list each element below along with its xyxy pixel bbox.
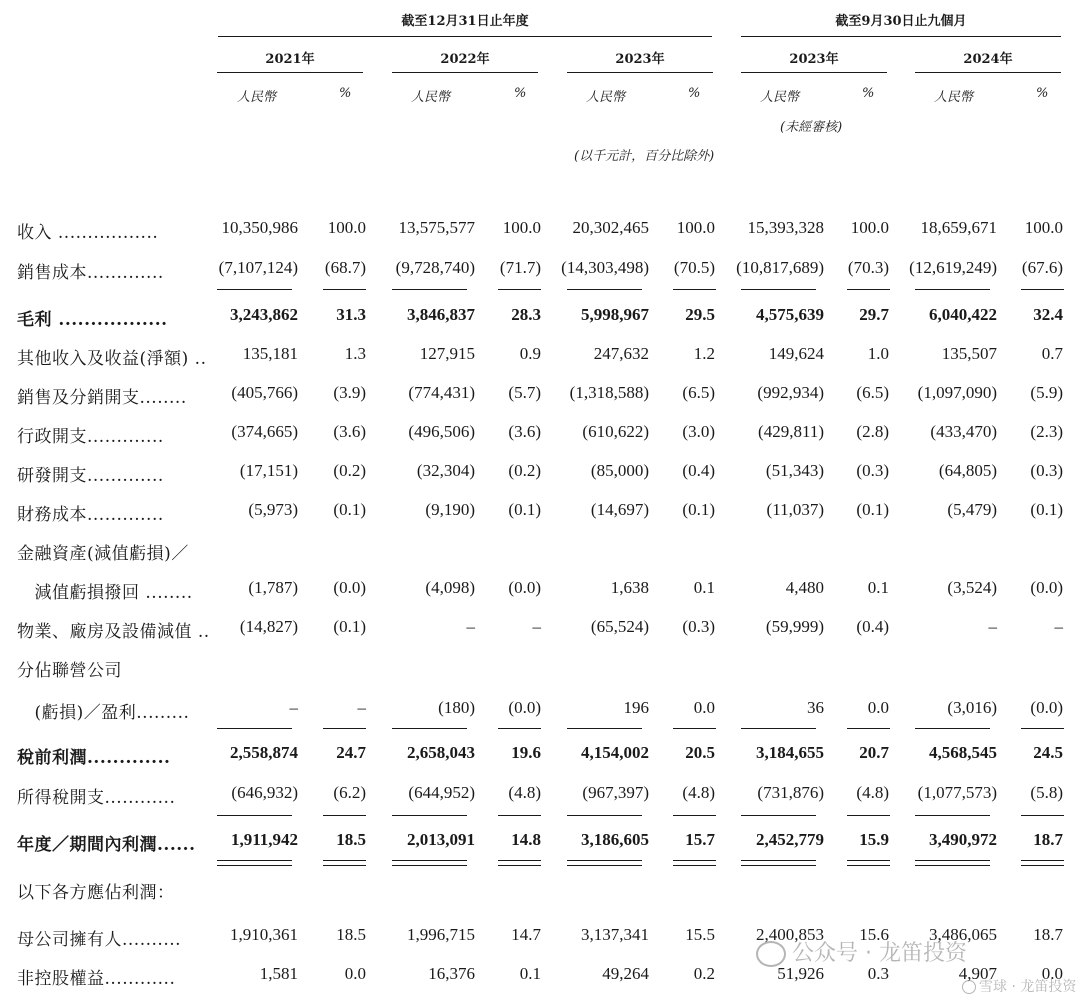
table-cell: (429,811) <box>758 422 824 441</box>
table-cell: (3.0) <box>682 422 715 441</box>
table-cell: 135,181 <box>242 344 298 363</box>
table-cell: 31.3 <box>336 305 366 324</box>
net-profit-rule <box>323 815 366 816</box>
table-cell: – <box>532 617 541 636</box>
net-profit-rule <box>217 815 292 816</box>
table-cell: 196 <box>623 698 649 717</box>
gross-profit-rule <box>217 289 292 290</box>
table-cell: 100.0 <box>676 218 715 237</box>
net-profit-double-rule-top <box>741 860 816 861</box>
table-cell: 0.3 <box>867 964 889 983</box>
net-profit-double-rule-top <box>567 860 642 861</box>
table-cell: (9,728,740) <box>395 258 475 277</box>
table-cell: 1.2 <box>693 344 715 363</box>
table-cell: (180) <box>438 698 475 717</box>
table-cell: (70.5) <box>673 258 715 277</box>
table-cell: (405,766) <box>231 383 298 402</box>
table-cell: (0.3) <box>856 461 889 480</box>
table-cell: – <box>466 617 475 636</box>
pre-tax-rule <box>323 728 366 729</box>
table-cell: 18,659,671 <box>920 218 997 237</box>
table-cell: 0.7 <box>1041 344 1063 363</box>
table-cell: 0.0 <box>344 964 366 983</box>
table-cell: (0.0) <box>1030 698 1063 717</box>
pre-tax-rule <box>567 728 642 729</box>
table-cell: (5.8) <box>1030 783 1063 802</box>
table-cell: (0.2) <box>333 461 366 480</box>
table-cell: (1,077,573) <box>917 783 997 802</box>
row-label: 物業、廠房及設備減值 .. <box>17 622 210 642</box>
year-header-rule-1 <box>392 72 538 73</box>
table-cell: – <box>357 698 366 717</box>
percent-subheader-1: % <box>514 86 527 101</box>
row-label: (虧損)／盈利......... <box>17 703 190 723</box>
table-cell: (3.6) <box>508 422 541 441</box>
table-cell: 4,907 <box>958 964 997 983</box>
row-label: 毛利 ................. <box>17 310 168 330</box>
table-cell: 1,581 <box>259 964 298 983</box>
table-cell: (5,973) <box>248 500 298 519</box>
table-cell: (0.4) <box>682 461 715 480</box>
year-header-4: 2024年 <box>963 52 1013 67</box>
table-cell: 20,302,465 <box>572 218 649 237</box>
wechat-icon <box>756 941 786 967</box>
header-group-annual: 截至12月31日止年度 <box>401 14 529 29</box>
table-cell: 0.0 <box>1041 964 1063 983</box>
net-profit-double-rule-top <box>673 860 716 861</box>
table-cell: (0.0) <box>508 698 541 717</box>
table-cell: 20.7 <box>859 743 889 762</box>
table-cell: 2,658,043 <box>407 743 475 762</box>
table-cell: (32,304) <box>416 461 475 480</box>
table-cell: 1.0 <box>867 344 889 363</box>
gross-profit-rule <box>1021 289 1064 290</box>
table-cell: (0.2) <box>508 461 541 480</box>
table-cell: 51,926 <box>777 964 824 983</box>
table-cell: (6.5) <box>856 383 889 402</box>
table-cell: (14,827) <box>239 617 298 636</box>
row-label: 銷售成本............. <box>17 263 164 283</box>
table-cell: (0.1) <box>333 500 366 519</box>
row-label: 所得稅開支............ <box>17 788 176 808</box>
table-cell: 247,632 <box>593 344 649 363</box>
table-cell: (0.1) <box>508 500 541 519</box>
table-cell: (85,000) <box>590 461 649 480</box>
table-cell: 100.0 <box>1024 218 1063 237</box>
table-cell: (6.5) <box>682 383 715 402</box>
row-label: 分佔聯營公司 <box>17 661 122 681</box>
watermark-xueqiu <box>962 976 1076 996</box>
table-cell: 32.4 <box>1033 305 1063 324</box>
table-cell: (774,431) <box>408 383 475 402</box>
pre-tax-rule <box>1021 728 1064 729</box>
net-profit-double-rule-bottom <box>498 865 541 866</box>
table-cell: 5,998,967 <box>581 305 649 324</box>
currency-subheader-3: 人民幣 <box>760 90 800 105</box>
table-cell: 49,264 <box>602 964 649 983</box>
table-cell: 2,558,874 <box>230 743 298 762</box>
table-cell: 24.7 <box>336 743 366 762</box>
row-label: 年度／期間內利潤...... <box>17 835 196 855</box>
header-group-annual-rule <box>218 36 712 37</box>
watermark-text-wechat: 公众号 · 龙笛投资 <box>792 941 967 966</box>
year-header-1: 2022年 <box>440 52 490 67</box>
net-profit-double-rule-top <box>847 860 890 861</box>
pre-tax-rule <box>673 728 716 729</box>
percent-subheader-4: % <box>1036 86 1049 101</box>
net-profit-rule <box>847 815 890 816</box>
table-cell: 4,575,639 <box>756 305 824 324</box>
gross-profit-rule <box>323 289 366 290</box>
table-cell: 6,040,422 <box>929 305 997 324</box>
xueqiu-icon <box>962 980 976 994</box>
net-profit-rule <box>498 815 541 816</box>
table-cell: (0.0) <box>333 578 366 597</box>
table-cell: 2,013,091 <box>407 830 475 849</box>
table-cell: 0.1 <box>867 578 889 597</box>
watermark-wechat <box>756 936 967 967</box>
net-profit-double-rule-top <box>915 860 990 861</box>
table-cell: – <box>1054 617 1063 636</box>
table-cell: 19.6 <box>511 743 541 762</box>
currency-subheader-2: 人民幣 <box>586 90 626 105</box>
table-cell: 1,996,715 <box>407 925 475 944</box>
gross-profit-rule <box>392 289 467 290</box>
percent-subheader-0: % <box>339 86 352 101</box>
gross-profit-rule <box>741 289 816 290</box>
table-cell: (4.8) <box>856 783 889 802</box>
table-cell: 24.5 <box>1033 743 1063 762</box>
table-cell: (4,098) <box>425 578 475 597</box>
table-cell: 18.5 <box>336 830 366 849</box>
net-profit-double-rule-bottom <box>1021 865 1064 866</box>
table-cell: (2.8) <box>856 422 889 441</box>
table-cell: (6.2) <box>333 783 366 802</box>
table-cell: 3,243,862 <box>230 305 298 324</box>
row-label: 研發開支............. <box>17 466 164 486</box>
table-cell: (5,479) <box>947 500 997 519</box>
year-header-rule-3 <box>741 72 887 73</box>
row-label: 金融資產(減值虧損)／ <box>17 544 189 564</box>
table-cell: 14.7 <box>511 925 541 944</box>
year-header-2: 2023年 <box>615 52 665 67</box>
table-cell: (0.1) <box>333 617 366 636</box>
pre-tax-rule <box>847 728 890 729</box>
table-cell: 0.1 <box>519 964 541 983</box>
table-cell: (0.1) <box>856 500 889 519</box>
table-cell: 100.0 <box>850 218 889 237</box>
pre-tax-rule <box>915 728 990 729</box>
table-cell: 1,638 <box>610 578 649 597</box>
table-cell: (9,190) <box>425 500 475 519</box>
pre-tax-rule <box>217 728 292 729</box>
table-cell: (59,999) <box>765 617 824 636</box>
table-cell: 15.9 <box>859 830 889 849</box>
table-cell: 4,154,002 <box>581 743 649 762</box>
currency-subheader-1: 人民幣 <box>411 90 451 105</box>
table-cell: (0.4) <box>856 617 889 636</box>
row-label: 非控股權益............ <box>17 969 176 989</box>
table-cell: 18.7 <box>1033 925 1063 944</box>
table-cell: 14.8 <box>511 830 541 849</box>
net-profit-double-rule-top <box>392 860 467 861</box>
table-cell: (2.3) <box>1030 422 1063 441</box>
net-profit-double-rule-bottom <box>323 865 366 866</box>
currency-subheader-0: 人民幣 <box>237 90 277 105</box>
table-cell: (14,697) <box>590 500 649 519</box>
table-cell: 10,350,986 <box>221 218 298 237</box>
header-group-nine-months-rule <box>741 36 1061 37</box>
gross-profit-rule <box>567 289 642 290</box>
pre-tax-rule <box>741 728 816 729</box>
table-cell: 36 <box>807 698 824 717</box>
table-cell: (967,397) <box>582 783 649 802</box>
gross-profit-rule <box>847 289 890 290</box>
table-cell: (68.7) <box>324 258 366 277</box>
year-header-0: 2021年 <box>265 52 315 67</box>
percent-subheader-2: % <box>688 86 701 101</box>
table-cell: (5.9) <box>1030 383 1063 402</box>
table-cell: 0.9 <box>519 344 541 363</box>
year-header-rule-2 <box>567 72 713 73</box>
row-label: 行政開支............. <box>17 427 164 447</box>
row-label: 銷售及分銷開支........ <box>17 388 187 408</box>
table-cell: 100.0 <box>327 218 366 237</box>
table-cell: (12,619,249) <box>909 258 997 277</box>
row-label: 財務成本............. <box>17 505 164 525</box>
table-cell: 1,911,942 <box>230 830 298 849</box>
table-cell: 0.0 <box>867 698 889 717</box>
row-label: 母公司擁有人.......... <box>17 930 182 950</box>
row-label: 減值虧損撥回 ........ <box>17 583 193 603</box>
table-cell: 0.0 <box>693 698 715 717</box>
net-profit-rule <box>1021 815 1064 816</box>
table-cell: (5.7) <box>508 383 541 402</box>
header-group-nine-months: 截至9月30日止九個月 <box>835 14 967 29</box>
table-cell: 18.7 <box>1033 830 1063 849</box>
table-cell: (433,470) <box>930 422 997 441</box>
table-cell: – <box>289 698 298 717</box>
net-profit-rule <box>915 815 990 816</box>
net-profit-rule <box>741 815 816 816</box>
table-cell: (14,303,498) <box>561 258 649 277</box>
currency-subheader-4: 人民幣 <box>934 90 974 105</box>
percent-subheader-3: % <box>862 86 875 101</box>
table-cell: 149,624 <box>768 344 824 363</box>
table-cell: 29.7 <box>859 305 889 324</box>
table-cell: (64,805) <box>938 461 997 480</box>
row-label: 收入 ................. <box>17 223 159 243</box>
table-cell: 20.5 <box>685 743 715 762</box>
table-cell: (11,037) <box>766 500 824 519</box>
net-profit-rule <box>392 815 467 816</box>
table-cell: 3,184,655 <box>756 743 824 762</box>
row-label: 稅前利潤............. <box>17 748 171 768</box>
table-cell: (0.3) <box>1030 461 1063 480</box>
net-profit-double-rule-top <box>217 860 292 861</box>
table-cell: (4.8) <box>508 783 541 802</box>
table-cell: 3,846,837 <box>407 305 475 324</box>
table-cell: 1.3 <box>344 344 366 363</box>
table-cell: 3,137,341 <box>581 925 649 944</box>
table-cell: 16,376 <box>428 964 475 983</box>
table-cell: (3,524) <box>947 578 997 597</box>
table-cell: (1,787) <box>248 578 298 597</box>
table-cell: 135,507 <box>941 344 997 363</box>
table-cell: 29.5 <box>685 305 715 324</box>
table-cell: (610,622) <box>582 422 649 441</box>
net-profit-double-rule-top <box>498 860 541 861</box>
table-cell: 15.6 <box>859 925 889 944</box>
table-cell: (70.3) <box>847 258 889 277</box>
table-cell: 4,568,545 <box>929 743 997 762</box>
pre-tax-rule <box>498 728 541 729</box>
row-label: 其他收入及收益(淨額) .. <box>17 349 207 369</box>
net-profit-double-rule-bottom <box>392 865 467 866</box>
table-cell: (1,318,588) <box>569 383 649 402</box>
table-cell: (17,151) <box>239 461 298 480</box>
table-cell: (51,343) <box>765 461 824 480</box>
net-profit-double-rule-top <box>1021 860 1064 861</box>
table-cell: 127,915 <box>419 344 475 363</box>
watermark-text-xueqiu: 雪球 · 龙笛投资 <box>979 979 1077 995</box>
table-cell: 15,393,328 <box>747 218 824 237</box>
table-cell: 13,575,577 <box>398 218 475 237</box>
gross-profit-rule <box>498 289 541 290</box>
table-cell: 2,400,853 <box>756 925 824 944</box>
table-cell: (0.3) <box>682 617 715 636</box>
table-cell: (0.1) <box>1030 500 1063 519</box>
table-cell: (0.1) <box>682 500 715 519</box>
net-profit-double-rule-bottom <box>567 865 642 866</box>
table-cell: (731,876) <box>757 783 824 802</box>
table-cell: (65,524) <box>590 617 649 636</box>
net-profit-double-rule-bottom <box>915 865 990 866</box>
table-cell: (496,506) <box>408 422 475 441</box>
gross-profit-rule <box>915 289 990 290</box>
table-cell: (992,934) <box>757 383 824 402</box>
net-profit-double-rule-bottom <box>217 865 292 866</box>
unit-note: (以千元計，百分比除外) <box>574 149 715 164</box>
table-cell: 0.1 <box>693 578 715 597</box>
table-cell: (1,097,090) <box>917 383 997 402</box>
gross-profit-rule <box>673 289 716 290</box>
net-profit-double-rule-bottom <box>673 865 716 866</box>
table-cell: (3.6) <box>333 422 366 441</box>
table-cell: (374,665) <box>231 422 298 441</box>
table-cell: 3,486,065 <box>929 925 997 944</box>
table-cell: (3,016) <box>947 698 997 717</box>
table-cell: 2,452,779 <box>756 830 824 849</box>
table-cell: (3.9) <box>333 383 366 402</box>
net-profit-rule <box>673 815 716 816</box>
table-cell: (646,932) <box>231 783 298 802</box>
table-cell: (71.7) <box>499 258 541 277</box>
net-profit-rule <box>567 815 642 816</box>
table-cell: 18.5 <box>336 925 366 944</box>
net-profit-double-rule-bottom <box>847 865 890 866</box>
year-header-3: 2023年 <box>789 52 839 67</box>
table-cell: (4.8) <box>682 783 715 802</box>
table-cell: 4,480 <box>785 578 824 597</box>
table-cell: (10,817,689) <box>736 258 824 277</box>
table-cell: 100.0 <box>502 218 541 237</box>
table-cell: (67.6) <box>1021 258 1063 277</box>
table-cell: 3,490,972 <box>929 830 997 849</box>
table-cell: 1,910,361 <box>230 925 298 944</box>
pre-tax-rule <box>392 728 467 729</box>
table-cell: (0.0) <box>508 578 541 597</box>
table-cell: 3,186,605 <box>581 830 649 849</box>
table-cell: 28.3 <box>511 305 541 324</box>
table-cell: (0.0) <box>1030 578 1063 597</box>
table-cell: 0.2 <box>693 964 715 983</box>
row-label: 以下各方應佔利潤： <box>17 883 175 903</box>
net-profit-double-rule-bottom <box>741 865 816 866</box>
table-cell: (644,952) <box>408 783 475 802</box>
unaudited-note: (未經審核) <box>780 120 843 135</box>
year-header-rule-0 <box>217 72 363 73</box>
year-header-rule-4 <box>915 72 1061 73</box>
table-cell: 15.7 <box>685 830 715 849</box>
table-cell: 15.5 <box>685 925 715 944</box>
net-profit-double-rule-top <box>323 860 366 861</box>
table-cell: – <box>988 617 997 636</box>
table-cell: (7,107,124) <box>218 258 298 277</box>
